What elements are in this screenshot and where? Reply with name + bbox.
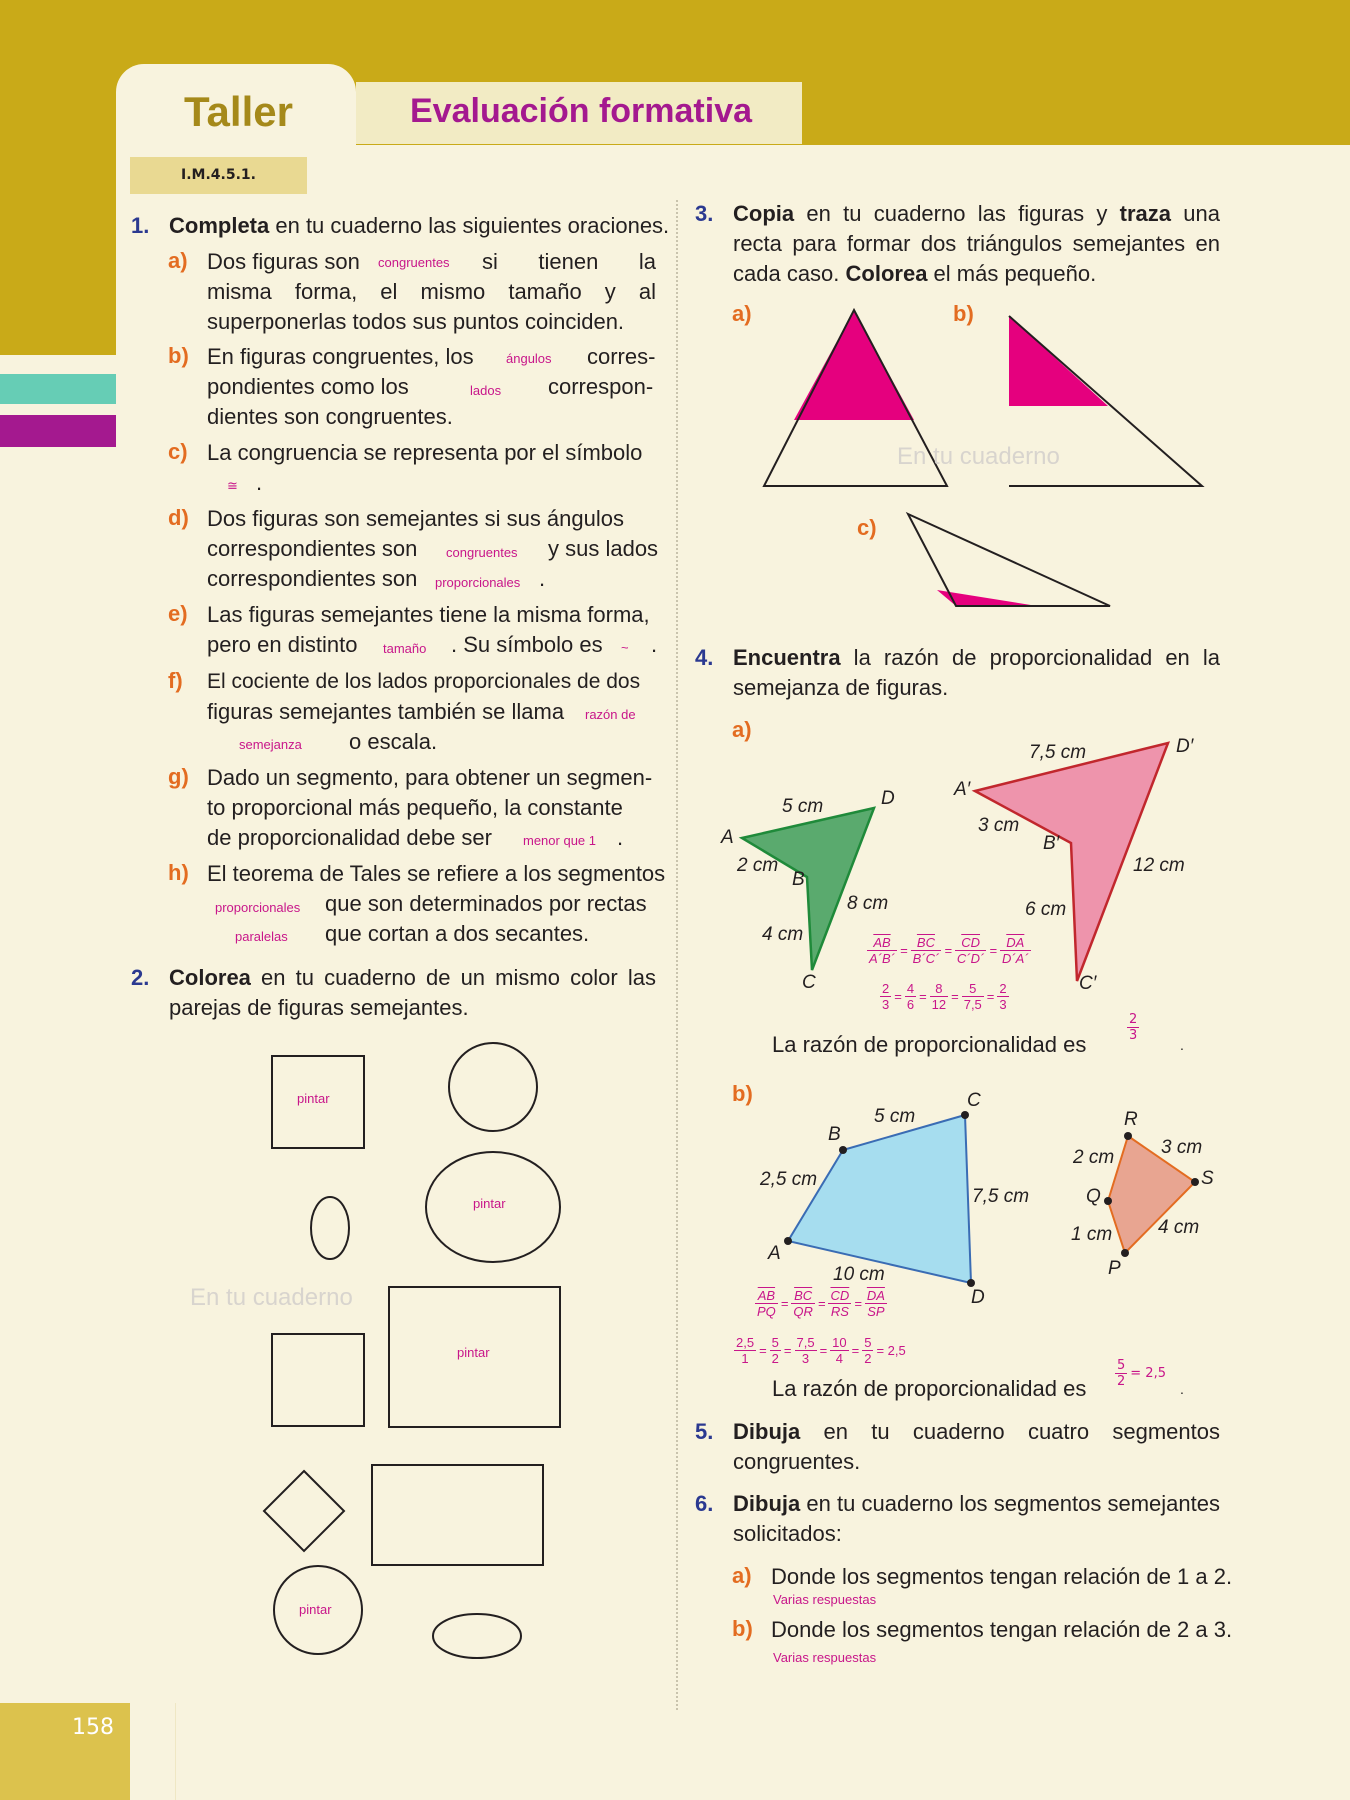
- q3a-small-triangle: [794, 310, 914, 420]
- q3a-letter: a): [732, 301, 752, 326]
- q4b-razon-d: 2: [1117, 1374, 1126, 1389]
- q1-text: en tu cuaderno las siguientes oraciones.: [269, 213, 670, 238]
- q5-text: [733, 1417, 1220, 1477]
- q4b-ratio-2: $\frac{\overline{BC}}{QR}$: [793, 1288, 813, 1319]
- q4a-razon-text: La razón de proporcionalidad es: [772, 1032, 1087, 1057]
- q1a-letter: a): [168, 248, 188, 273]
- q3-bold2: traza: [1119, 201, 1172, 226]
- q2-bold: Colorea: [169, 965, 251, 990]
- q4b-point-D: [967, 1279, 975, 1287]
- q4a-value-2: $\frac{4}{6}$: [906, 981, 915, 1012]
- q3-number: 3.: [695, 201, 714, 226]
- q1c-answer: ≅: [227, 478, 238, 493]
- q4a-ratio-1: $\frac{\overline{AB}}{A´B´}$: [869, 935, 895, 966]
- skill-code: I.M.4.5.1.: [130, 157, 307, 194]
- q4a-razon-d: 3: [1129, 1028, 1138, 1043]
- q4a-len-ad: 5 cm: [782, 796, 824, 817]
- q4a-value-1: $\frac{2}{3}$: [882, 981, 890, 1012]
- q1b-text2: corres-: [587, 344, 656, 369]
- q4a-label-C2: C′: [1079, 973, 1097, 994]
- q4b-razon-tail: = 2,5: [1130, 1366, 1166, 1381]
- q1e-text2: pero en distinto: [207, 632, 358, 657]
- q4a-value-5: $\frac{2}{3}$: [999, 981, 1007, 1012]
- q1b-text5: dientes son congruentes.: [207, 404, 453, 429]
- q4b-point-A: [784, 1237, 792, 1245]
- q4a-len-ab2: 3 cm: [978, 815, 1020, 836]
- q1g-answer: menor que 1: [523, 833, 596, 848]
- q4b-value-3: $\frac{7,5}{3}$: [796, 1335, 815, 1366]
- q1-bold: Completa: [169, 213, 270, 238]
- q6-text: [733, 1489, 1220, 1549]
- q6b-letter: b): [732, 1616, 753, 1641]
- rectangle-2: [372, 1465, 543, 1565]
- q1c-text1: La congruencia se representa por el símbolo: [207, 440, 643, 465]
- q4a-razon-n: 2: [1129, 1012, 1138, 1027]
- q4a-label-A: A: [721, 827, 734, 848]
- q4b-label-A: A: [768, 1243, 781, 1264]
- q4b-point-R: [1124, 1132, 1132, 1140]
- q4b-label-D: D: [971, 1287, 985, 1308]
- q1b-text1: En figuras congruentes, los: [207, 344, 474, 369]
- pintar-label-2: pintar: [473, 1196, 506, 1211]
- q1-number: 1.: [131, 213, 150, 238]
- q4b-value-2: $\frac{5}{2}$: [771, 1335, 779, 1366]
- q3c-letter: c): [857, 515, 877, 540]
- q4b-ratio-values: $\frac{2,5}{1}$ = $\frac{5}{2}$ = $\frac{7,5}{3}$ = $\frac{10}{4}$ = $\frac{5}{2}$ = 2,5: [736, 1335, 906, 1366]
- q1a-text1: Dos figuras son: [207, 249, 360, 274]
- q4a-ratio-values: $\frac{2}{3}$ = $\frac{4}{6}$ = $\frac{8}{12}$ = $\frac{5}{7,5}$ = $\frac{2}{3}$: [882, 981, 1007, 1012]
- watermark-left: En tu cuaderno: [190, 1284, 353, 1311]
- q1g-text1: Dado un segmento, para obtener un segmen-: [207, 765, 653, 790]
- footer-line: [175, 1703, 176, 1800]
- q1g-text4: .: [617, 825, 624, 850]
- q4b-blue-quad: [788, 1115, 971, 1283]
- q2-rest: en tu cuaderno de un mismo color las parejas de figuras semejantes.: [169, 965, 656, 1020]
- q3-number-wrap: [695, 199, 713, 229]
- q4b-razon-value: [1115, 1358, 1169, 1389]
- q3b-letter: b): [953, 301, 974, 326]
- q1e-answer1: tamaño: [383, 641, 427, 656]
- q1e-text4: .: [651, 632, 658, 657]
- q4a-label-C: C: [802, 972, 816, 993]
- q4a-len-ab: 2 cm: [737, 855, 779, 876]
- q4b-label-Q: Q: [1086, 1186, 1101, 1207]
- q5-rest: en tu cuaderno cuatro segmentos congruentes.: [733, 1419, 1220, 1474]
- q4b-len-pq: 1 cm: [1071, 1224, 1113, 1245]
- q4b-label-S: S: [1201, 1168, 1214, 1189]
- q4b-label-B: B: [828, 1124, 841, 1145]
- q4b-label-R: R: [1124, 1109, 1138, 1130]
- q4b-value-5: $\frac{5}{2}$: [864, 1335, 872, 1366]
- q2-number: 2.: [131, 965, 150, 990]
- q6-rest: en tu cuaderno los segmentos semejantes solicitados:: [733, 1491, 1220, 1546]
- q4a-razon-value: [1127, 1012, 1139, 1043]
- q1f-text2: figuras semejantes también se llama: [207, 699, 565, 724]
- square-2: [272, 1334, 364, 1426]
- q1a-text2: si tienen la misma forma, el mismo tamaño y al superponerlas todos sus puntos coinciden.: [207, 249, 656, 334]
- q1g-text2: to proporcional más pequeño, la constante: [207, 795, 623, 820]
- q1h-text2: que son determinados por rectas: [325, 891, 647, 916]
- q4b-label-P: P: [1108, 1258, 1121, 1279]
- q4-number: 4.: [695, 645, 714, 670]
- q4b-razon-text: La razón de proporcionalidad es: [772, 1376, 1087, 1401]
- q3c-triangle: [908, 514, 1110, 606]
- q4b-ratio-sides: $\frac{\overline{AB}}{PQ}$ = $\frac{\overline{BC}}{QR}$ = $\frac{\overline{CD}}{RS}$ = $\frac{\overline{DA}}{SP}$: [757, 1288, 885, 1319]
- q2-figures: [250, 1030, 580, 1670]
- q1e-letter: e): [168, 601, 188, 626]
- evaluacion-title: Evaluación formativa: [410, 92, 753, 130]
- q5-number: 5.: [695, 1419, 714, 1444]
- q6-bold: Dibuja: [733, 1491, 801, 1516]
- q4b-point-Q: [1104, 1197, 1112, 1205]
- q1h-answer1: proporcionales: [215, 900, 301, 915]
- q4a-len-cd: 8 cm: [847, 893, 889, 914]
- q4a-ratio-4: $\frac{\overline{DA}}{D´A´}$: [1001, 935, 1029, 966]
- q4a-letter: a): [732, 717, 752, 742]
- q4b-len-cd: 7,5 cm: [972, 1186, 1030, 1207]
- q5-number-wrap: [695, 1417, 713, 1447]
- q1a-answer: congruentes: [378, 255, 450, 270]
- q1f-text3: o escala.: [349, 729, 438, 754]
- q1c-text2: .: [256, 470, 263, 495]
- q4a-label-B2: B′: [1043, 833, 1060, 854]
- q4b-ratio-3: $\frac{\overline{CD}}{RS}$: [830, 1288, 850, 1319]
- ellipse-3: [433, 1614, 521, 1658]
- taller-title: Taller: [184, 88, 293, 135]
- q1d-text2: correspondientes son: [207, 536, 418, 561]
- q1f-letter: f): [168, 668, 183, 693]
- q3-bold3: Colorea: [845, 261, 928, 286]
- q3-text: [733, 199, 1220, 289]
- q1e-text3: . Su símbolo es: [451, 632, 603, 657]
- q4a-dot: .: [1180, 1037, 1184, 1053]
- q5-bold: Dibuja: [733, 1419, 801, 1444]
- q1b-answer1: ángulos: [506, 351, 552, 366]
- q1g-letter: g): [168, 764, 189, 789]
- q4b-len-bc: 5 cm: [874, 1106, 916, 1127]
- q4-bold: Encuentra: [733, 645, 841, 670]
- q1d-answer1: congruentes: [446, 545, 518, 560]
- q1g-text3: de proporcionalidad debe ser: [207, 825, 492, 850]
- q1h-text3: que cortan a dos secantes.: [325, 921, 590, 946]
- q4b-len-ab: 2,5 cm: [760, 1169, 818, 1190]
- taller-tab: [116, 64, 356, 164]
- q4a-label-A2: A′: [954, 779, 971, 800]
- q3-text1: en tu cuaderno las figuras y: [794, 201, 1120, 226]
- q4a-label-D2: D′: [1176, 736, 1194, 757]
- pintar-label-1: pintar: [297, 1091, 330, 1106]
- q1b-text3: pondientes como los: [207, 374, 409, 399]
- q4b-point-B: [839, 1146, 847, 1154]
- q1e-answer2: ~: [621, 640, 629, 655]
- q1-heading: [131, 211, 671, 241]
- q4a-label-D: D: [881, 788, 895, 809]
- ellipse-1: [311, 1197, 349, 1259]
- q6a-text: Donde los segmentos tengan relación de 1 a 2.: [771, 1564, 1233, 1589]
- q1d-text1: Dos figuras son semejantes si sus ángulos: [207, 506, 624, 531]
- q1d-text5: .: [539, 566, 546, 591]
- q3-bold1: Copia: [733, 201, 795, 226]
- q3-text2: una recta para formar dos triángulos semejantes en cada caso.: [733, 201, 1220, 286]
- q4a-len-ad2: 7,5 cm: [1029, 742, 1087, 763]
- q4-rest: la razón de proporcionalidad en la semejanza de figuras.: [733, 645, 1220, 700]
- q1b-answer2: lados: [470, 383, 502, 398]
- diamond: [264, 1471, 344, 1551]
- q1e-text1: Las figuras semejantes tiene la misma forma,: [207, 602, 650, 627]
- q4b-len-qr: 2 cm: [1073, 1147, 1115, 1168]
- teal-stripe: [0, 374, 116, 404]
- evaluacion-tab: [356, 82, 802, 144]
- q4b-ratio-1: $\frac{\overline{AB}}{PQ}$: [757, 1288, 776, 1319]
- q6b-answer: Varias respuestas: [773, 1650, 877, 1665]
- column-divider: [676, 200, 678, 1710]
- page-number: 158: [72, 1715, 114, 1740]
- q4b-len-rs: 3 cm: [1161, 1137, 1203, 1158]
- q4-number-wrap: [695, 643, 713, 673]
- q4a-ratio-2: $\frac{\overline{BC}}{B´C´}$: [912, 935, 940, 966]
- purple-stripe: [0, 415, 116, 447]
- q4b-point-C: [961, 1111, 969, 1119]
- q1c-letter: c): [168, 439, 188, 464]
- q1f-answer1: razón de: [585, 707, 636, 722]
- q1f-answer2: semejanza: [239, 737, 302, 752]
- q3-text3: el más pequeño.: [927, 261, 1097, 286]
- q6-number-wrap: [695, 1489, 713, 1519]
- watermark-right: En tu cuaderno: [897, 443, 1060, 470]
- q4a-len-bc2: 6 cm: [1025, 899, 1067, 920]
- pintar-label-4: pintar: [299, 1602, 332, 1617]
- q4a-len-bc: 4 cm: [762, 924, 804, 945]
- q4b-label-C: C: [967, 1090, 981, 1111]
- side-band: [0, 0, 116, 355]
- pintar-label-3: pintar: [457, 1345, 490, 1360]
- q4b-len-ps: 4 cm: [1158, 1217, 1200, 1238]
- q4b-razon-n: 5: [1117, 1358, 1126, 1373]
- q1b-letter: b): [168, 343, 189, 368]
- q4a-value-3: $\frac{8}{12}$: [931, 981, 947, 1012]
- q4b-value-1: $\frac{2,5}{1}$: [736, 1335, 755, 1366]
- q4b-dot: .: [1180, 1381, 1184, 1397]
- q4b-ratio-4: $\frac{\overline{DA}}{SP}$: [866, 1288, 885, 1319]
- q2-number-wrap: [131, 963, 149, 993]
- q4b-value-4: $\frac{10}{4}$: [832, 1335, 847, 1366]
- q4a-value-4: $\frac{5}{7,5}$: [963, 981, 982, 1012]
- q1h-text1: El teorema de Tales se refiere a los segmentos: [207, 861, 666, 886]
- q4a-len-cd2: 12 cm: [1133, 855, 1185, 876]
- q4a-ratio-sides: $\frac{\overline{AB}}{A´B´}$ = $\frac{\overline{BC}}{B´C´}$ = $\frac{\overline{CD}}{C´D´}$ = $\frac{\overline{DA}}{D´A´}$: [869, 935, 1029, 966]
- q1d-text4: correspondientes son: [207, 566, 418, 591]
- q6b-text: Donde los segmentos tengan relación de 2 a 3.: [771, 1617, 1233, 1642]
- q4a-ratio-3: $\frac{\overline{CD}}{C´D´}$: [956, 935, 985, 966]
- q6a-answer: Varias respuestas: [773, 1592, 877, 1607]
- page-number-box: [0, 1703, 130, 1800]
- q4a-label-B: B: [792, 869, 805, 890]
- q4b-value-tail: = 2,5: [876, 1343, 906, 1358]
- q1f-text1: El cociente de los lados proporcionales de dos: [207, 670, 641, 693]
- q2-text: [169, 963, 656, 1023]
- q4b-letter: b): [732, 1081, 753, 1106]
- q1d-letter: d): [168, 505, 189, 530]
- circle-1: [449, 1043, 537, 1131]
- q6a-letter: a): [732, 1563, 752, 1588]
- q4-text: [733, 643, 1220, 703]
- q1h-letter: h): [168, 860, 189, 885]
- q6-number: 6.: [695, 1491, 714, 1516]
- q4b-point-P: [1121, 1249, 1129, 1257]
- q1d-text3: y sus lados: [548, 536, 659, 561]
- q1d-answer2: proporcionales: [435, 575, 521, 590]
- q1h-answer2: paralelas: [235, 929, 288, 944]
- q4b-len-ad: 10 cm: [833, 1264, 885, 1285]
- q4b-point-S: [1191, 1178, 1199, 1186]
- q1b-text4: correspon-: [548, 374, 654, 399]
